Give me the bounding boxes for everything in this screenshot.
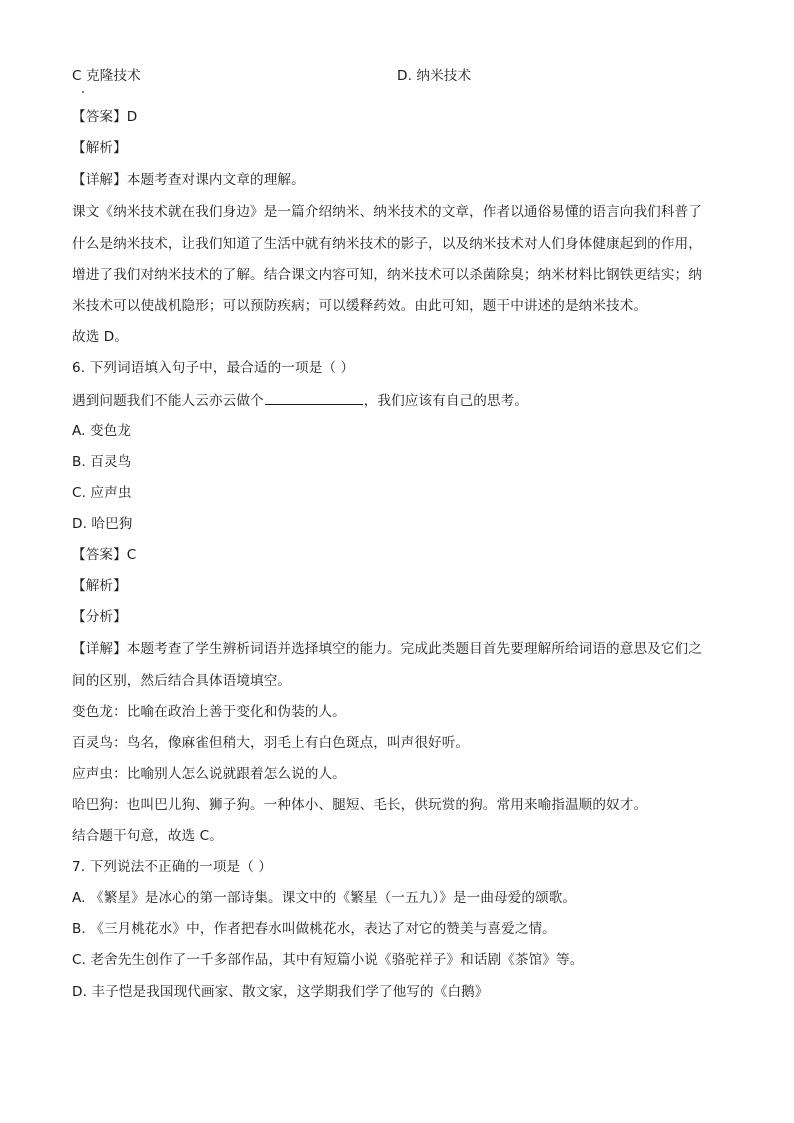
- q6-definition-c: 应声虫：比喻别人怎么说就跟着怎么说的人。: [72, 766, 346, 782]
- q6-definition-a: 变色龙：比喻在政治上善于变化和伪装的人。: [72, 704, 346, 720]
- q7-option-c: C. 老舍先生创作了一千多部作品，其中有短篇小说《骆驼祥子》和话剧《茶馆》等。: [72, 952, 584, 968]
- q6-detail-line-2: 间的区别，然后结合具体语境填空。: [72, 673, 292, 689]
- q5-analysis-heading: 【解析】: [72, 140, 127, 156]
- q7-option-a: A. 《繁星》是冰心的第一部诗集。课文中的《繁星（一五九）》是一曲母爱的颂歌。: [72, 890, 577, 906]
- q5-paragraph-line-4: 米技术可以使战机隐形；可以预防疾病；可以缓释药效。由此可知，题干中讲述的是纳米技术。: [72, 298, 648, 314]
- q5-paragraph-line-2: 什么是纳米技术，让我们知道了生活中就有纳米技术的影子，以及纳米技术对人们身体健康起到的作用，: [72, 236, 702, 252]
- stray-dot: [82, 91, 84, 93]
- q6-option-d: D. 哈巴狗: [72, 516, 133, 532]
- q5-option-c: C 克隆技术: [72, 68, 141, 84]
- q6-option-b: B. 百灵鸟: [72, 454, 132, 470]
- q6-analysis-heading: 【解析】: [72, 578, 127, 594]
- q6-sentence-before: 遇到问题我们不能人云亦云做个: [72, 393, 264, 409]
- q6-fenxi-heading: 【分析】: [72, 609, 127, 625]
- q6-stem: 6. 下列词语填入句子中，最合适的一项是（ ）: [72, 360, 355, 376]
- q6-definition-b: 百灵鸟：鸟名，像麻雀但稍大，羽毛上有白色斑点，叫声很好听。: [72, 735, 470, 751]
- q6-option-c: C. 应声虫: [72, 485, 132, 501]
- q6-detail-line-1: 【详解】本题考查了学生辨析词语并选择填空的能力。完成此类题目首先要理解所给词语的意思及它们之: [72, 641, 702, 657]
- q6-conclusion: 结合题干句意，故选 C。: [72, 828, 223, 844]
- q6-sentence-after: ，我们应该有自己的思考。: [363, 393, 529, 409]
- q5-conclusion: 故选 D。: [72, 329, 129, 345]
- q5-paragraph-line-3: 增进了我们对纳米技术的了解。结合课文内容可知，纳米技术可以杀菌除臭；纳米材料比钢铁更结实；纳: [72, 267, 702, 283]
- q6-answer: 【答案】C: [72, 547, 137, 563]
- q5-option-d: D. 纳米技术: [397, 68, 472, 84]
- q5-paragraph-line-1: 课文《纳米技术就在我们身边》是一篇介绍纳米、纳米技术的文章，作者以通俗易懂的语言向我们科普了: [72, 204, 702, 220]
- q6-option-a: A. 变色龙: [72, 423, 132, 439]
- q7-option-b: B. 《三月桃花水》中，作者把春水叫做桃花水，表达了对它的赞美与喜爱之情。: [72, 921, 556, 937]
- q6-definition-d: 哈巴狗：也叫巴儿狗、狮子狗。一种体小、腿短、毛长，供玩赏的狗。常用来喻指温顺的奴才。: [72, 797, 648, 813]
- q7-option-d: D. 丰子恺是我国现代画家、散文家，这学期我们学了他写的《白鹅》: [72, 984, 489, 1000]
- q6-sentence: [72, 390, 528, 411]
- q5-detail: 【详解】本题考查对课内文章的理解。: [72, 172, 305, 188]
- q5-answer: 【答案】D: [72, 109, 138, 125]
- q6-fill-blank: [265, 390, 363, 405]
- q7-stem: 7. 下列说法不正确的一项是（ ）: [72, 859, 273, 875]
